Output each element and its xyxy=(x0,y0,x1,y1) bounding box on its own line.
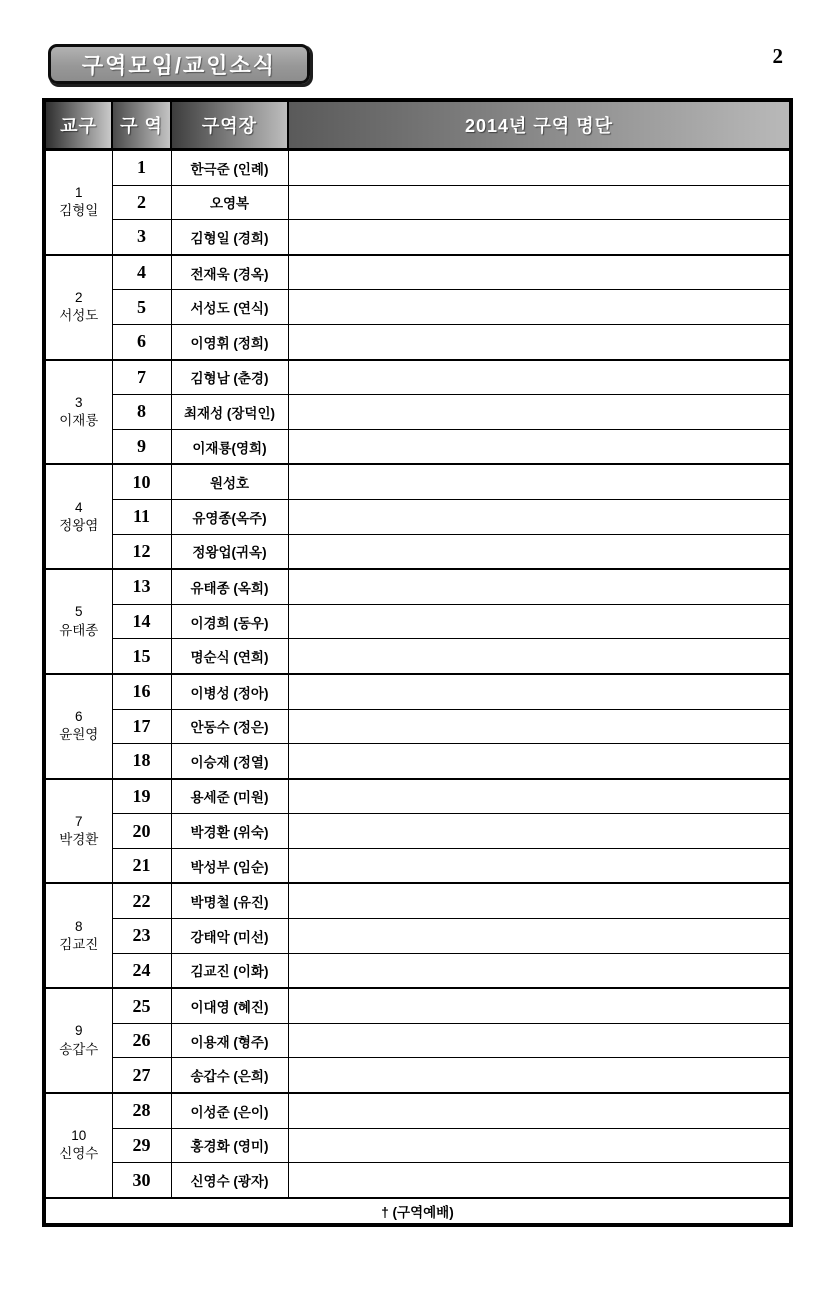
zone-leader-cell: 안동수 (정은) xyxy=(171,709,288,744)
parish-number: 2 xyxy=(74,289,83,305)
zone-number-cell: 3 xyxy=(112,220,171,255)
zone-leader-cell: 명순식 (연희) xyxy=(171,639,288,674)
table-row xyxy=(44,569,791,604)
roster-cell-empty xyxy=(288,569,791,604)
zone-leader-cell: 정왕업(귀옥) xyxy=(171,534,288,569)
zone-number-cell: 24 xyxy=(112,953,171,988)
table-row xyxy=(44,639,791,674)
parish-leader-name: 유태종 xyxy=(59,622,99,638)
parish-number: 10 xyxy=(71,1128,87,1144)
parish-number: 6 xyxy=(74,709,83,725)
zone-number-cell: 15 xyxy=(112,639,171,674)
zone-leader-cell: 김형남 (춘경) xyxy=(171,360,288,395)
zone-number-cell: 4 xyxy=(112,255,171,290)
table-row xyxy=(44,988,791,1023)
parish-number: 1 xyxy=(74,185,83,201)
parish-number: 8 xyxy=(74,918,83,934)
table-row xyxy=(44,360,791,395)
parish-leader-name: 서성도 xyxy=(59,308,99,324)
table-row xyxy=(44,883,791,918)
parish-cell xyxy=(44,779,112,884)
roster-cell-empty xyxy=(288,1163,791,1198)
roster-cell-empty xyxy=(288,744,791,779)
column-header-leader: 구역장 xyxy=(171,100,288,150)
table-row xyxy=(44,709,791,744)
parish-leader-name: 윤원영 xyxy=(59,727,99,743)
zone-leader-cell: 강태악 (미선) xyxy=(171,919,288,954)
table-row xyxy=(44,1023,791,1058)
zone-leader-cell: 원성호 xyxy=(171,464,288,499)
parish-cell xyxy=(44,464,112,569)
zone-leader-cell: 서성도 (연식) xyxy=(171,290,288,325)
zone-number-cell: 1 xyxy=(112,150,171,186)
roster-cell-empty xyxy=(288,255,791,290)
roster-cell-empty xyxy=(288,1093,791,1128)
zone-number-cell: 28 xyxy=(112,1093,171,1128)
table-row xyxy=(44,674,791,709)
parish-cell xyxy=(44,674,112,779)
zone-leader-cell: 이재룡(영희) xyxy=(171,429,288,464)
header-row xyxy=(44,100,791,150)
column-header-zone: 구 역 xyxy=(112,100,171,150)
roster-cell-empty xyxy=(288,534,791,569)
roster-cell-empty xyxy=(288,499,791,534)
parish-number: 4 xyxy=(74,499,83,515)
table-row xyxy=(44,744,791,779)
zone-leader-cell: 이영휘 (정희) xyxy=(171,324,288,359)
table-row xyxy=(44,324,791,359)
footer-row xyxy=(44,1198,791,1225)
table-row xyxy=(44,255,791,290)
roster-cell-empty xyxy=(288,290,791,325)
parish-number: 5 xyxy=(74,604,83,620)
zone-leader-cell: 송갑수 (은희) xyxy=(171,1058,288,1093)
zone-number-cell: 8 xyxy=(112,395,171,430)
zone-number-cell: 19 xyxy=(112,779,171,814)
parish-leader-name: 정왕염 xyxy=(59,517,99,533)
roster-cell-empty xyxy=(288,953,791,988)
roster-cell-empty xyxy=(288,848,791,883)
parish-leader-name: 김형일 xyxy=(59,203,99,219)
zone-leader-cell: 홍경화 (영미) xyxy=(171,1128,288,1163)
zone-number-cell: 10 xyxy=(112,464,171,499)
table-footer xyxy=(44,1198,791,1225)
parish-cell xyxy=(44,988,112,1093)
zone-leader-cell: 한극준 (인례) xyxy=(171,150,288,186)
zone-number-cell: 11 xyxy=(112,499,171,534)
table-row xyxy=(44,848,791,883)
parish-leader-name: 박경환 xyxy=(59,832,99,848)
roster-cell-empty xyxy=(288,150,791,186)
zone-number-cell: 2 xyxy=(112,185,171,220)
table-row xyxy=(44,604,791,639)
zone-number-cell: 7 xyxy=(112,360,171,395)
zone-number-cell: 25 xyxy=(112,988,171,1023)
zone-number-cell: 27 xyxy=(112,1058,171,1093)
roster-cell-empty xyxy=(288,883,791,918)
zone-number-cell: 16 xyxy=(112,674,171,709)
table-row xyxy=(44,499,791,534)
roster-cell-empty xyxy=(288,1058,791,1093)
table-row xyxy=(44,953,791,988)
roster-cell-empty xyxy=(288,639,791,674)
footer-note: † (구역예배) xyxy=(44,1198,791,1225)
roster-cell-empty xyxy=(288,814,791,849)
column-header-roster: 2014년 구역 명단 xyxy=(288,100,791,150)
table-row xyxy=(44,464,791,499)
zone-number-cell: 30 xyxy=(112,1163,171,1198)
parish-cell xyxy=(44,883,112,988)
zone-leader-cell: 이용재 (형주) xyxy=(171,1023,288,1058)
zone-number-cell: 5 xyxy=(112,290,171,325)
parish-leader-name: 이재룡 xyxy=(59,412,99,428)
table-body xyxy=(44,150,791,1198)
zone-leader-cell: 박경환 (위숙) xyxy=(171,814,288,849)
zone-number-cell: 9 xyxy=(112,429,171,464)
table-header xyxy=(44,100,791,150)
roster-cell-empty xyxy=(288,185,791,220)
zone-leader-cell: 유태종 (옥희) xyxy=(171,569,288,604)
table-row xyxy=(44,919,791,954)
parish-number: 3 xyxy=(74,394,83,410)
table-row xyxy=(44,1128,791,1163)
zone-leader-cell: 이성준 (은이) xyxy=(171,1093,288,1128)
table-row xyxy=(44,1058,791,1093)
zone-leader-cell: 이경희 (동우) xyxy=(171,604,288,639)
zone-leader-cell: 최재성 (장덕인) xyxy=(171,395,288,430)
zone-number-cell: 26 xyxy=(112,1023,171,1058)
table-row xyxy=(44,779,791,814)
column-header-parish: 교구 xyxy=(44,100,112,150)
zone-leader-cell: 김교진 (이화) xyxy=(171,953,288,988)
zone-leader-cell: 이대영 (혜진) xyxy=(171,988,288,1023)
parish-number: 7 xyxy=(74,813,83,829)
table-row xyxy=(44,150,791,186)
zone-number-cell: 13 xyxy=(112,569,171,604)
zone-leader-cell: 이승재 (정열) xyxy=(171,744,288,779)
roster-cell-empty xyxy=(288,604,791,639)
zone-leader-cell: 용세준 (미원) xyxy=(171,779,288,814)
zone-number-cell: 20 xyxy=(112,814,171,849)
page-number: 2 xyxy=(772,44,783,68)
roster-cell-empty xyxy=(288,360,791,395)
zone-leader-cell: 김형일 (경희) xyxy=(171,220,288,255)
parish-cell xyxy=(44,360,112,465)
table-row xyxy=(44,220,791,255)
parish-leader-name: 김교진 xyxy=(59,936,99,952)
roster-cell-empty xyxy=(288,779,791,814)
parish-number: 9 xyxy=(74,1023,83,1039)
parish-leader-name: 신영수 xyxy=(59,1146,99,1162)
zone-number-cell: 22 xyxy=(112,883,171,918)
zone-leader-cell: 박명철 (유진) xyxy=(171,883,288,918)
roster-cell-empty xyxy=(288,1023,791,1058)
page-title-badge xyxy=(48,44,310,84)
table-row xyxy=(44,429,791,464)
roster-cell-empty xyxy=(288,395,791,430)
table-row xyxy=(44,395,791,430)
zone-leader-cell: 박성부 (임순) xyxy=(171,848,288,883)
parish-cell xyxy=(44,150,112,255)
roster-table xyxy=(42,98,793,1227)
roster-cell-empty xyxy=(288,324,791,359)
table-row xyxy=(44,185,791,220)
roster-cell-empty xyxy=(288,674,791,709)
roster-cell-empty xyxy=(288,464,791,499)
zone-number-cell: 21 xyxy=(112,848,171,883)
table-row xyxy=(44,814,791,849)
parish-cell xyxy=(44,255,112,360)
roster-cell-empty xyxy=(288,709,791,744)
parish-cell xyxy=(44,569,112,674)
zone-number-cell: 23 xyxy=(112,919,171,954)
table-row xyxy=(44,1093,791,1128)
roster-cell-empty xyxy=(288,429,791,464)
zone-leader-cell: 이병성 (정아) xyxy=(171,674,288,709)
table-row xyxy=(44,534,791,569)
zone-leader-cell: 오영복 xyxy=(171,185,288,220)
zone-number-cell: 12 xyxy=(112,534,171,569)
zone-number-cell: 18 xyxy=(112,744,171,779)
roster-cell-empty xyxy=(288,919,791,954)
zone-leader-cell: 신영수 (광자) xyxy=(171,1163,288,1198)
table-row xyxy=(44,290,791,325)
roster-cell-empty xyxy=(288,220,791,255)
zone-number-cell: 17 xyxy=(112,709,171,744)
table-row xyxy=(44,1163,791,1198)
zone-number-cell: 29 xyxy=(112,1128,171,1163)
parish-leader-name: 송갑수 xyxy=(59,1041,99,1057)
page-title: 구역모임/교인소식 xyxy=(81,52,277,78)
parish-cell xyxy=(44,1093,112,1198)
roster-cell-empty xyxy=(288,988,791,1023)
zone-leader-cell: 유영종(옥주) xyxy=(171,499,288,534)
roster-cell-empty xyxy=(288,1128,791,1163)
zone-number-cell: 6 xyxy=(112,324,171,359)
zone-leader-cell: 전재욱 (경옥) xyxy=(171,255,288,290)
zone-number-cell: 14 xyxy=(112,604,171,639)
